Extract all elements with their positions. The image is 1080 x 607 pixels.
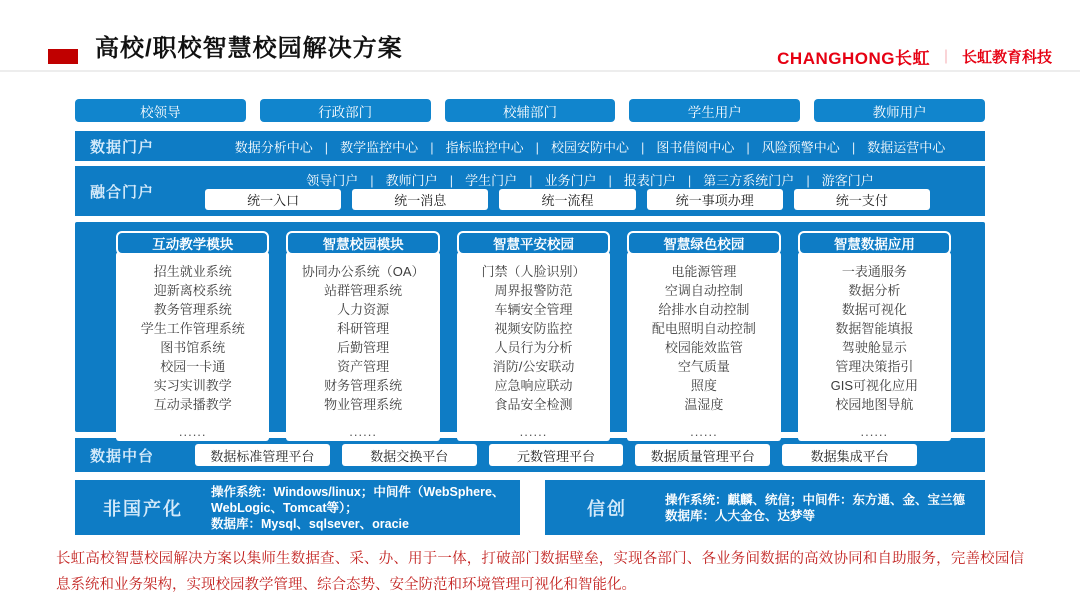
- tech-line: 操作系统：麒麟、统信；中间件：东方通、金、宝兰德: [665, 492, 966, 507]
- module-item: 数据可视化: [841, 302, 907, 317]
- fusion-portal-right: [195, 166, 985, 216]
- module-panel: [116, 252, 269, 441]
- data-portal-item[interactable]: | 指标监控中心: [418, 137, 523, 156]
- data-portal-item[interactable]: | 图书借阅中心: [629, 137, 734, 156]
- user-role-row: [75, 99, 985, 122]
- portal-link[interactable]: | 学生门户: [438, 170, 517, 189]
- module-item: 空气质量: [677, 359, 730, 374]
- data-portal-item[interactable]: | 数据运营中心: [840, 137, 945, 156]
- platform-button[interactable]: 数据标准管理平台: [195, 444, 330, 466]
- module-item: 物业管理系统: [324, 397, 403, 412]
- module-item: 人力资源: [337, 302, 390, 317]
- portal-link[interactable]: | 报表门户: [597, 170, 676, 189]
- portal-link[interactable]: | 教师门户: [358, 170, 437, 189]
- xinchuang-label: 信创: [587, 498, 627, 519]
- module-column: [457, 231, 610, 439]
- platform-button-row: [195, 444, 917, 466]
- module-item: 配电照明自动控制: [651, 321, 756, 336]
- brand-logo: [777, 44, 1052, 69]
- module-item: 教务管理系统: [153, 302, 232, 317]
- module-item: 人员行为分析: [494, 340, 573, 355]
- module-header[interactable]: 智慧校园模块: [286, 231, 439, 255]
- module-item: 管理决策指引: [835, 359, 914, 374]
- fusion-portal-links: [195, 170, 985, 189]
- module-item: 校园能效监管: [664, 340, 743, 355]
- module-item: 招生就业系统: [153, 264, 232, 279]
- module-panel: [286, 252, 439, 441]
- xinchuang-lines: [665, 492, 965, 524]
- module-item: 数据分析: [848, 283, 901, 298]
- module-item: 数据智能填报: [835, 321, 914, 336]
- module-item: 消防/公安联动: [492, 359, 575, 374]
- module-item: 互动录播教学: [153, 397, 232, 412]
- non-domestic-box: [75, 480, 520, 535]
- module-item: 车辆安全管理: [494, 302, 573, 317]
- data-portal-items: [195, 137, 985, 156]
- module-item: 图书馆系统: [160, 340, 226, 355]
- module-item: 校园地图导航: [835, 397, 914, 412]
- tech-line: 数据库：人大金仓、达梦等: [665, 508, 816, 523]
- unified-service-row: [205, 189, 930, 210]
- module-item: 照度: [690, 378, 717, 393]
- fusion-portal-bar: [75, 166, 985, 216]
- slide-header: [0, 0, 1080, 72]
- module-header[interactable]: 互动教学模块: [116, 231, 269, 255]
- platform-button[interactable]: 数据交换平台: [342, 444, 477, 466]
- module-item: 站群管理系统: [324, 283, 403, 298]
- module-header[interactable]: 智慧绿色校园: [627, 231, 780, 255]
- module-item: ......: [349, 424, 377, 439]
- module-item: ......: [690, 424, 718, 439]
- user-role-button[interactable]: 行政部门: [260, 99, 431, 122]
- data-portal-item[interactable]: 数据分析中心: [234, 139, 313, 155]
- user-role-button[interactable]: 校领导: [75, 99, 246, 122]
- xinchuang-box: [545, 480, 985, 535]
- portal-link[interactable]: 领导门户: [306, 173, 359, 188]
- module-item: 实习实训教学: [153, 378, 232, 393]
- data-portal-item[interactable]: | 教学监控中心: [313, 137, 418, 156]
- non-domestic-label: 非国产化: [103, 498, 183, 519]
- unified-service-button[interactable]: 统一入口: [205, 189, 341, 210]
- user-role-button[interactable]: 校辅部门: [445, 99, 616, 122]
- unified-service-button[interactable]: 统一支付: [794, 189, 930, 210]
- platform-button[interactable]: 元数管理平台: [489, 444, 624, 466]
- platform-button[interactable]: 数据质量管理平台: [635, 444, 770, 466]
- module-item: 温湿度: [684, 397, 724, 412]
- module-item: 驾驶舱显示: [841, 340, 907, 355]
- module-header[interactable]: 智慧数据应用: [798, 231, 951, 255]
- module-column: [286, 231, 439, 439]
- module-item: 财务管理系统: [324, 378, 403, 393]
- page-title: 高校/职校智慧校园解决方案: [95, 35, 403, 62]
- module-item: 迎新离校系统: [153, 283, 232, 298]
- module-item: 一表通服务: [841, 264, 907, 279]
- module-item: ......: [860, 424, 889, 439]
- module-item: 电能源管理: [671, 264, 737, 279]
- portal-link[interactable]: | 第三方系统门户: [676, 170, 794, 189]
- module-item: 食品安全检测: [494, 397, 573, 412]
- data-portal-bar: [75, 131, 985, 161]
- module-item: 应急响应联动: [494, 378, 573, 393]
- tech-line: 数据库：Mysql、sqlsever、oracie: [211, 516, 409, 531]
- module-item: 视频安防监控: [494, 321, 573, 336]
- brand-subname: 长虹教育科技: [961, 49, 1052, 66]
- tech-line: 操作系统：Windows/linux；中间件（WebSphere、: [211, 484, 505, 499]
- module-header[interactable]: 智慧平安校园: [457, 231, 610, 255]
- data-platform-label: 数据中台: [90, 447, 155, 465]
- module-item: 空调自动控制: [664, 283, 743, 298]
- data-portal-item[interactable]: | 校园安防中心: [524, 137, 629, 156]
- module-item: 科研管理: [337, 321, 390, 336]
- footer-description: 长虹高校智慧校园解决方案以集师生数据查、采、办、用于一体，打破部门数据壁垒，实现各部门、各业务间数据的高效协同和自助服务，完善校园信息系统和业务架构，实现校园教学管理、综合态势、安全防范和环境管理可视化和智能化。: [56, 551, 1024, 593]
- tech-line: WebLogic、Tomcat等）；: [211, 500, 358, 515]
- modules-container: [75, 222, 985, 439]
- module-item: 资产管理: [337, 359, 390, 374]
- user-role-button[interactable]: 教师用户: [814, 99, 985, 122]
- module-item: 给排水自动控制: [658, 302, 750, 317]
- diagram-content: [75, 99, 985, 535]
- module-column: [627, 231, 780, 439]
- module-column: [116, 231, 269, 439]
- module-item: ......: [519, 424, 548, 439]
- brand-name: CHANGHONG长虹: [777, 49, 930, 68]
- module-column: [798, 231, 951, 439]
- brand-divider: ｜: [938, 48, 953, 65]
- module-panel: [798, 252, 951, 441]
- module-item: 协同办公系统（OA）: [301, 264, 425, 279]
- title-red-mark: [48, 49, 78, 64]
- data-portal-label: 数据门户: [90, 138, 155, 156]
- unified-service-button[interactable]: 统一消息: [352, 189, 488, 210]
- data-portal-item[interactable]: | 风险预警中心: [734, 137, 839, 156]
- module-item: 门禁（人脸识别）: [481, 264, 586, 279]
- module-item: 校园一卡通: [160, 359, 226, 374]
- fusion-portal-label: 融合门户: [90, 183, 155, 201]
- module-panel: [627, 252, 780, 441]
- module-item: GIS可视化应用: [830, 378, 919, 393]
- non-domestic-lines: [211, 484, 504, 532]
- user-role-button[interactable]: 学生用户: [629, 99, 800, 122]
- module-item: 后勤管理: [337, 340, 390, 355]
- module-item: 周界报警防范: [494, 283, 573, 298]
- module-panel: [457, 252, 610, 441]
- data-platform-bar: [75, 438, 985, 472]
- tech-stack-row: [75, 480, 985, 535]
- portal-link[interactable]: | 业务门户: [517, 170, 596, 189]
- module-item: ......: [178, 424, 207, 439]
- portal-link[interactable]: | 游客门户: [794, 170, 873, 189]
- unified-service-button[interactable]: 统一事项办理: [647, 189, 783, 210]
- unified-service-button[interactable]: 统一流程: [499, 189, 635, 210]
- platform-button[interactable]: 数据集成平台: [782, 444, 917, 466]
- module-item: 学生工作管理系统: [140, 321, 245, 336]
